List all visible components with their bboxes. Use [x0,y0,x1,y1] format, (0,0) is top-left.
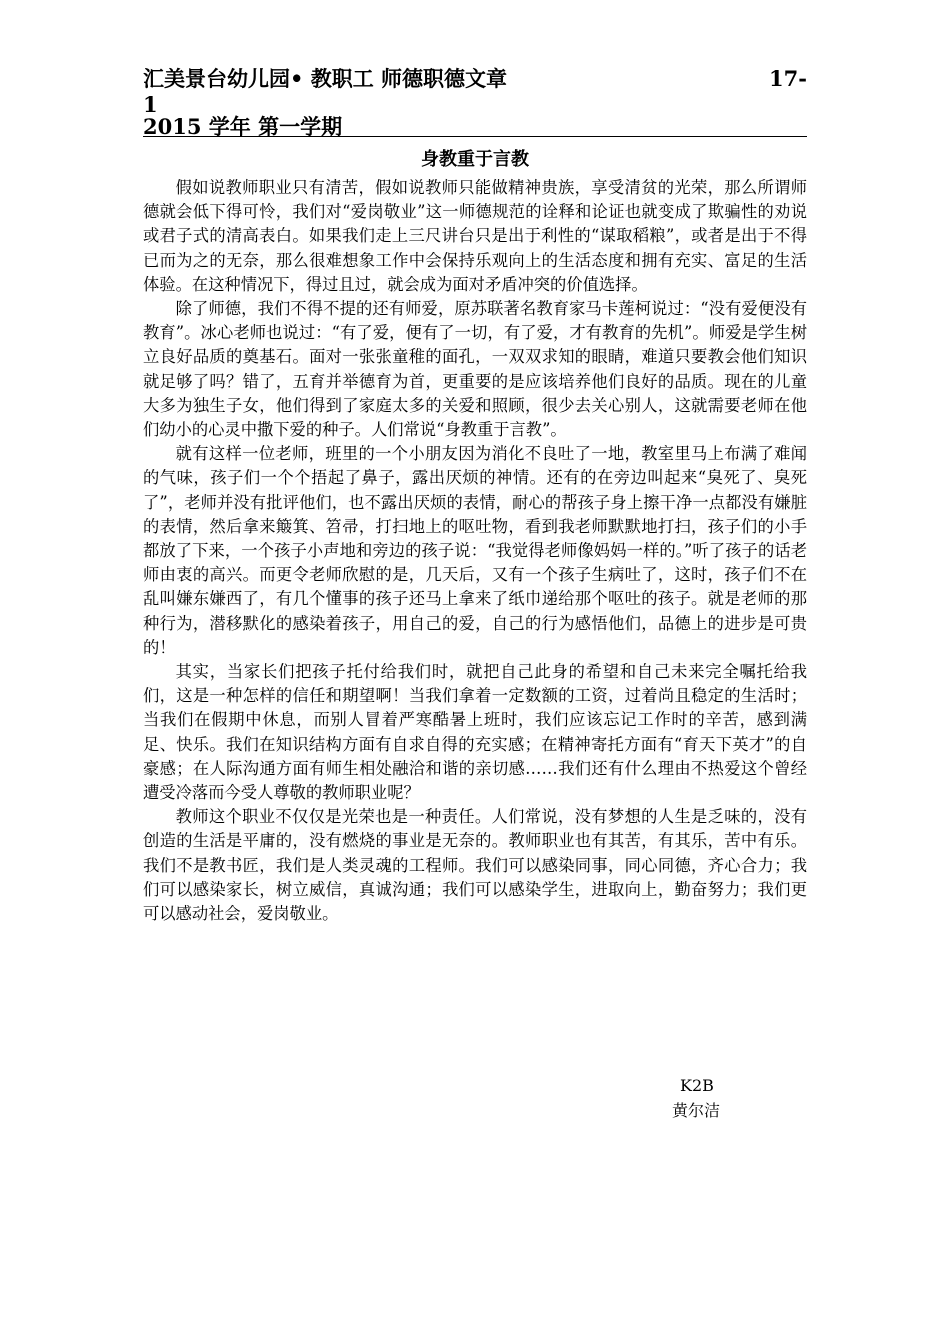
paragraph-4: 其实，当家长们把孩子托付给我们时，就把自己此身的希望和自己未来完全嘱托给我们，这是一种怎样的信任和期望啊！当我们拿着一定数额的工资，过着尚且稳定的生活时；当我们在假期中休息，而别人冒着严寒酷暑上班时，我们应该忘记工作时的辛苦，感到满足、快乐。我们在知识结构方面有自求自得的充实感；在精神寄托方面有“育天下英才”的自豪感；在人际沟通方面有师生相处融洽和谐的亲切感……我们还有什么理由不热爱这个曾经遭受冷落而今受人尊敬的教师职业呢？ [143,662,807,803]
header-title-row [143,66,807,92]
paragraph-5: 教师这个职业不仅仅是光荣也是一种责任。人们常说，没有梦想的人生是乏味的，没有创造的生活是平庸的，没有燃烧的事业是无奈的。教师职业也有其苦，有其乐，苦中有乐。我们不是教书匠，我们是人类灵魂的工程师。我们可以感染同事，同心同德，齐心合力；我们可以感染家长，树立威信，真诚沟通；我们可以感染学生，进取向上，勤奋努力；我们更可以感动社会，爱岗敬业。 [143,807,807,924]
school-title: 汇美景台幼儿园• 教职工 师德职德文章 [143,66,508,91]
doc-number: 17- [769,66,807,91]
paragraph-3: 就有这样一位老师，班里的一个小朋友因为消化不良吐了一地，教室里马上布满了难闻的气味，孩子们一个个捂起了鼻子，露出厌烦的神情。还有的在旁边叫起来“臭死了、臭死了”，老师并没有批评他们，也不露出厌烦的表情，耐心的帮孩子身上擦干净一点都没有嫌脏的表情，然后拿来簸箕、笤帚，打扫地上的呕吐物，看到我老师默默地打扫，孩子们的小手都放了下来，一个孩子小声地和旁边的孩子说：“我觉得老师像妈妈一样的。”听了孩子的话老师由衷的高兴。而更令老师欣慰的是，几天后，又有一个孩子生病吐了，这时，孩子们不在乱叫嫌东嫌西了，有几个懂事的孩子还马上拿来了纸巾递给那个呕吐的孩子。就是老师的那种行为，潜移默化的感染着孩子，用自己的爱，自己的行为感悟他们，品德上的进步是可贵的！ [143,444,807,657]
author-name: 黄尔洁 [672,1101,721,1120]
class-name: K2B [680,1076,714,1095]
article-title: 身教重于言教 [421,149,529,170]
header-divider [143,136,807,137]
paragraph-1: 假如说教师职业只有清苦，假如说教师只能做精神贵族，享受清贫的光荣，那么所谓师德就会低下得可怜，我们对“爱岗敬业”这一师德规范的诠释和论证也就变成了欺骗性的劝说或君子式的清高表白。如果我们走上三尺讲台只是出于利性的“谋取稻粮”，或者是出于不得已而为之的无奈，那么很难想象工作中会保持乐观向上的生活态度和拥有充实、富足的生活体验。在这种情况下，得过且过，就会成为面对矛盾冲突的价值选择。 [143,178,807,294]
article-body [143,176,807,926]
term-label: 2015 学年 第一学期 [143,114,343,139]
doc-number-continuation: 1 [143,92,158,117]
paragraph-2: 除了师德，我们不得不提的还有师爱，原苏联著名教育家马卡莲柯说过：“没有爱便没有教育”。冰心老师也说过：“有了爱，便有了一切，有了爱，才有教育的先机”。师爱是学生树立良好品质的奠基石。面对一张张童稚的面孔，一双双求知的眼睛，难道只要教会他们知识就足够了吗？错了，五育并举德育为首，更重要的是应该培养他们良好的品质。现在的儿童大多为独生子女，他们得到了家庭太多的关爱和照顾，很少去关心别人，这就需要老师在他们幼小的心灵中撒下爱的种子。人们常说“身教重于言教”。 [143,299,807,440]
document-header [143,66,807,140]
signature-block [672,1073,720,1123]
